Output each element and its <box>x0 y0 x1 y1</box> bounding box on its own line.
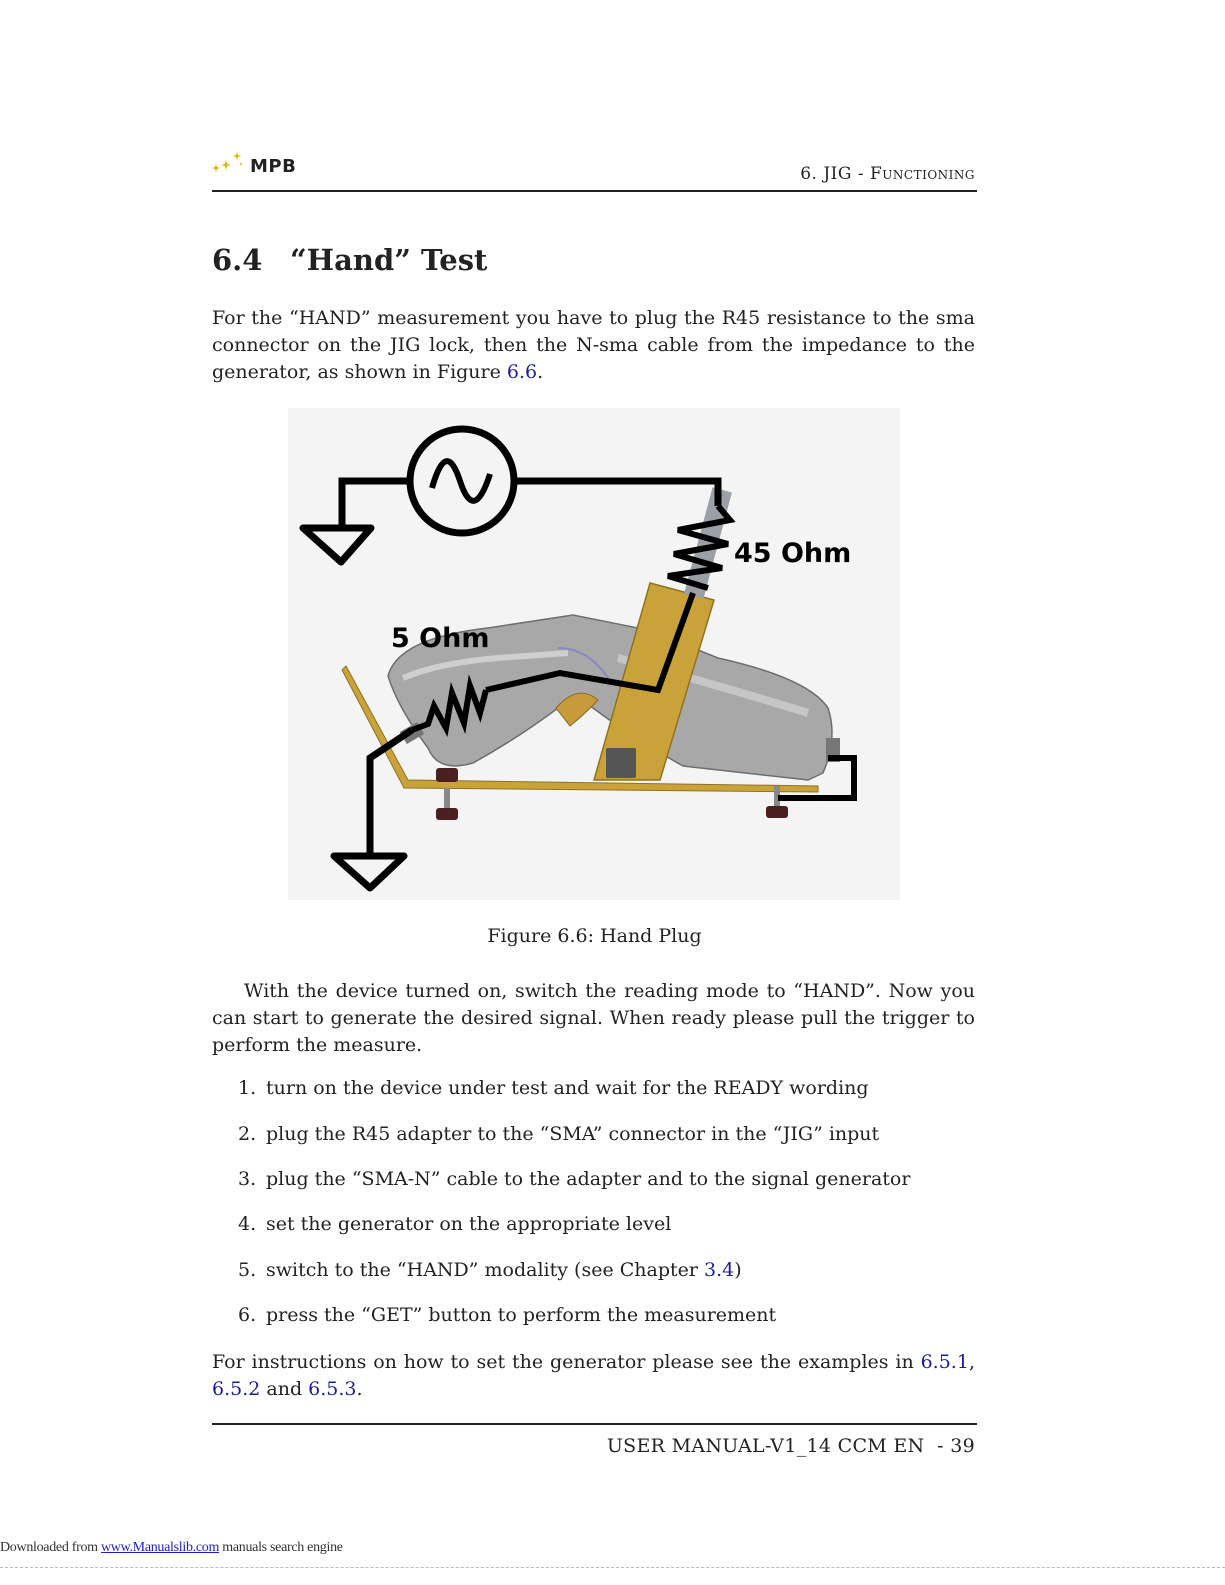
figure-link[interactable]: 6.6 <box>506 361 538 383</box>
page-edge-divider <box>0 1567 1225 1568</box>
mpb-logo <box>212 150 302 182</box>
chapter-link[interactable]: 3.4 <box>704 1259 735 1281</box>
body-paragraph: With the device turned on, switch the reading mode to “HAND”. Now you can start to generate the desired signal. When ready please pull the trigger to perform the measure. <box>212 980 975 1056</box>
section-title: 6.4 “Hand” Test <box>212 243 488 277</box>
list-item: 5. switch to the “HAND” modality (see Chapter 3.4) <box>238 1259 742 1281</box>
section-link-651[interactable]: 6.5.1 <box>920 1351 969 1373</box>
hand-plug-diagram <box>288 408 900 900</box>
list-item: 4. set the generator on the appropriate level <box>238 1213 672 1235</box>
section-link-652[interactable]: 6.5.2 <box>212 1378 261 1400</box>
header-rule <box>212 190 977 192</box>
download-note: Downloaded from www.Manualslib.com manuals search engine <box>0 1540 343 1555</box>
intro-paragraph: For the “HAND” measurement you have to plug the R45 resistance to the sma connector on the JIG lock, then the N-sma cable from the impedance to the generator, as shown in Figure 6.6. <box>212 307 975 383</box>
running-head: 6. JIG - Functioning <box>800 164 975 184</box>
manualslib-link[interactable]: www.Manualslib.com <box>100 1540 220 1555</box>
list-item: 2. plug the R45 adapter to the “SMA” connector in the “JIG” input <box>238 1123 880 1145</box>
footer-text: USER MANUAL-V1_14 CCM EN - 39 <box>606 1435 975 1457</box>
list-item: 3. plug the “SMA-N” cable to the adapter and to the signal generator <box>238 1168 911 1190</box>
hand-plug-figure <box>288 408 900 900</box>
logo-text: MPB <box>250 155 297 177</box>
list-item: 1. turn on the device under test and wait for the READY wording <box>238 1077 869 1099</box>
footer-rule <box>212 1423 977 1425</box>
section-link-653[interactable]: 6.5.3 <box>308 1378 357 1400</box>
label-45-ohm: 45 Ohm <box>734 538 852 569</box>
label-5-ohm: 5 Ohm <box>391 623 490 654</box>
figure-caption: Figure 6.6: Hand Plug <box>487 925 702 947</box>
sparkle-icon <box>212 150 246 182</box>
closing-paragraph: For instructions on how to set the generator please see the examples in 6.5.1, 6.5.2 and 6.5.3. <box>212 1351 975 1400</box>
list-item: 6. press the “GET” button to perform the measurement <box>238 1304 777 1326</box>
